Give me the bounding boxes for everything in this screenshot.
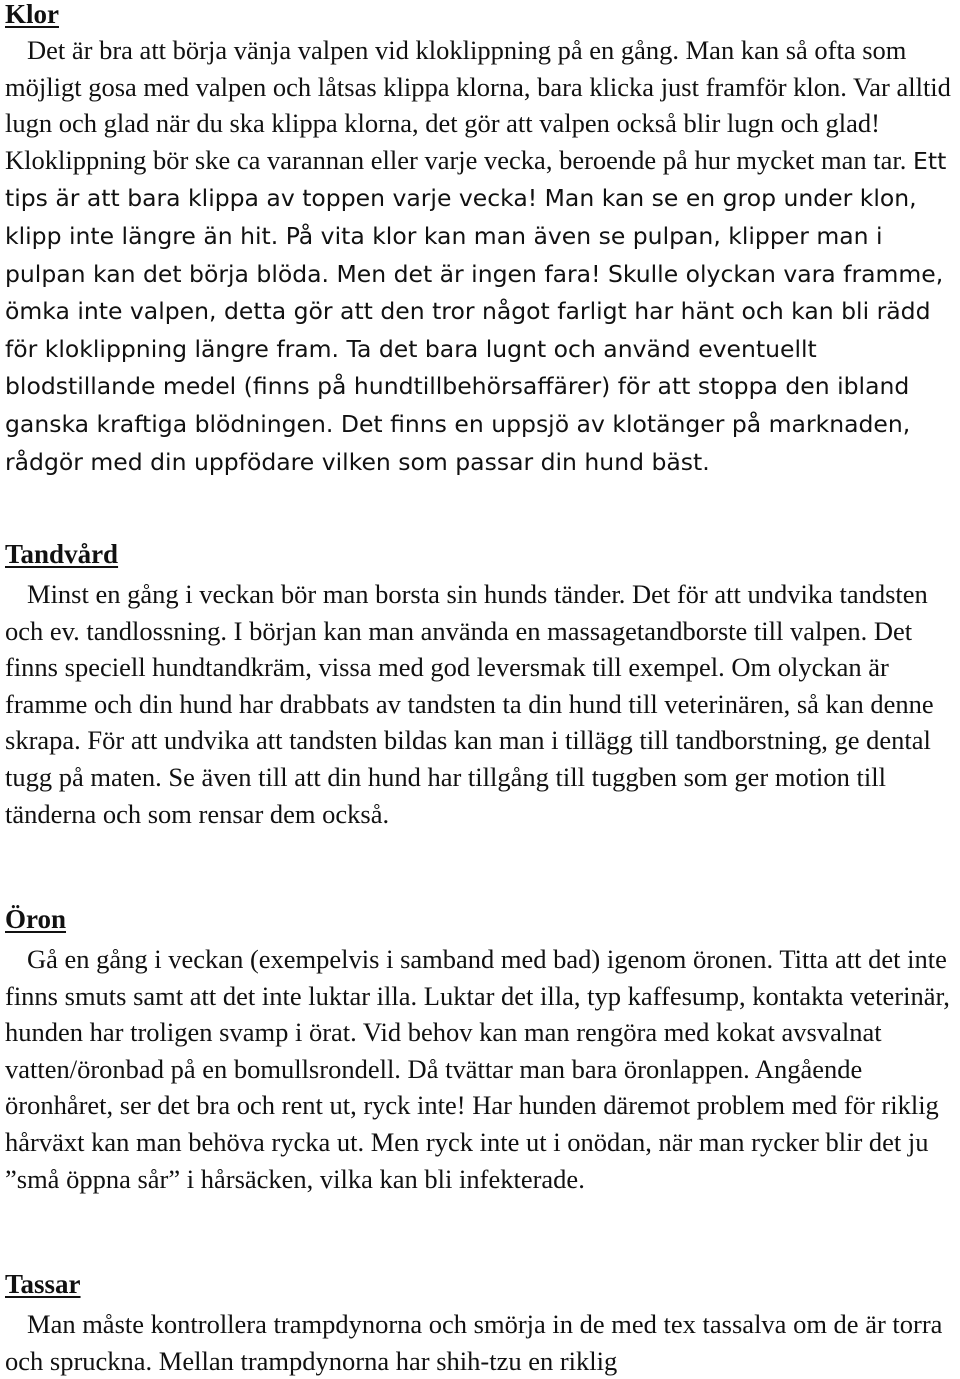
- section-oron: [5, 905, 957, 1197]
- section-heading-tandvard: Tandvård: [5, 539, 119, 569]
- section-body-tandvard: Minst en gång i veckan bör man borsta sin hunds tänder. Det för att undvika tandsten och ev. tandlossning. I början kan man använda en massagetandborste till valpen. Det finns speciell hundtandkräm, vissa med god leversmak till exempel. Om olyckan är framme och din hund har drabbats av tandsten ta din hund till veterinären, så kan denne skrapa. För att undvika att tandsten bildas kan man i tillägg till tandborstning, ge dental tugg på maten. Se även till att din hund har tillgång till tuggben som ger motion till tänderna och som rensar dem också.: [5, 579, 934, 829]
- section-heading-tassar: Tassar: [5, 1269, 81, 1299]
- section-heading-klor: Klor: [5, 0, 59, 29]
- section-klor: [5, 0, 957, 480]
- section-body-klor: [5, 32, 957, 480]
- klor-text-serif: Det är bra att börja vänja valpen vid kloklippning på en gång. Man kan så ofta som möjligt gosa med valpen och låtsas klippa klorna, bara klicka just framför klon. Var alltid lugn och glad när du ska klippa klorna, det gör att valpen också blir lugn och glad! Kloklippning bör ske ca varannan eller varje vecka, beroende på hur mycket man tar.: [5, 35, 951, 175]
- section-tandvard: [5, 540, 957, 832]
- section-tassar: [5, 1270, 957, 1379]
- section-body-tassar: Man måste kontrollera trampdynorna och smörja in de med tex tassalva om de är torra och spruckna. Mellan trampdynorna har shih-tzu en riklig: [5, 1309, 943, 1376]
- klor-text-sans: Ett tips är att bara klippa av toppen varje vecka! Man kan se en grop under klon, klipp inte längre än hit. På vita klor kan man även se pulpan, klipper man i pulpan kan det börja blöda. Men det är ingen fara! Skulle olyckan vara framme, ömka inte valpen, detta gör att den tror något farligt har hänt och kan bli rädd för kloklippning längre fram. Ta det bara lugnt och använd eventuellt blodstillande medel (finns på hundtillbehörsaffärer) för att stoppa den ibland ganska kraftiga blödningen. Det finns en uppsjö av klotänger på marknaden, rådgör med din uppfödare vilken som passar din hund bäst.: [5, 146, 947, 476]
- section-body-oron: Gå en gång i veckan (exempelvis i samband med bad) igenom öronen. Titta att det inte finns smuts samt att det inte luktar illa. Luktar det illa, typ kaffesump, kontakta veterinär, hunden har troligen svamp i örat. Vid behov kan man rengöra med kokat avsvalnat vatten/öronbad på en bomullsrondell. Då tvättar man bara öronlappen. Angående öronhåret, ser det bra och rent ut, ryck inte! Har hunden däremot problem med för riklig hårväxt kan man behöva rycka ut. Men ryck inte ut i onödan, när man rycker blir det ju ”små öppna sår” i hårsäcken, vilka kan bli infekterade.: [5, 944, 950, 1194]
- section-heading-oron: Öron: [5, 904, 67, 934]
